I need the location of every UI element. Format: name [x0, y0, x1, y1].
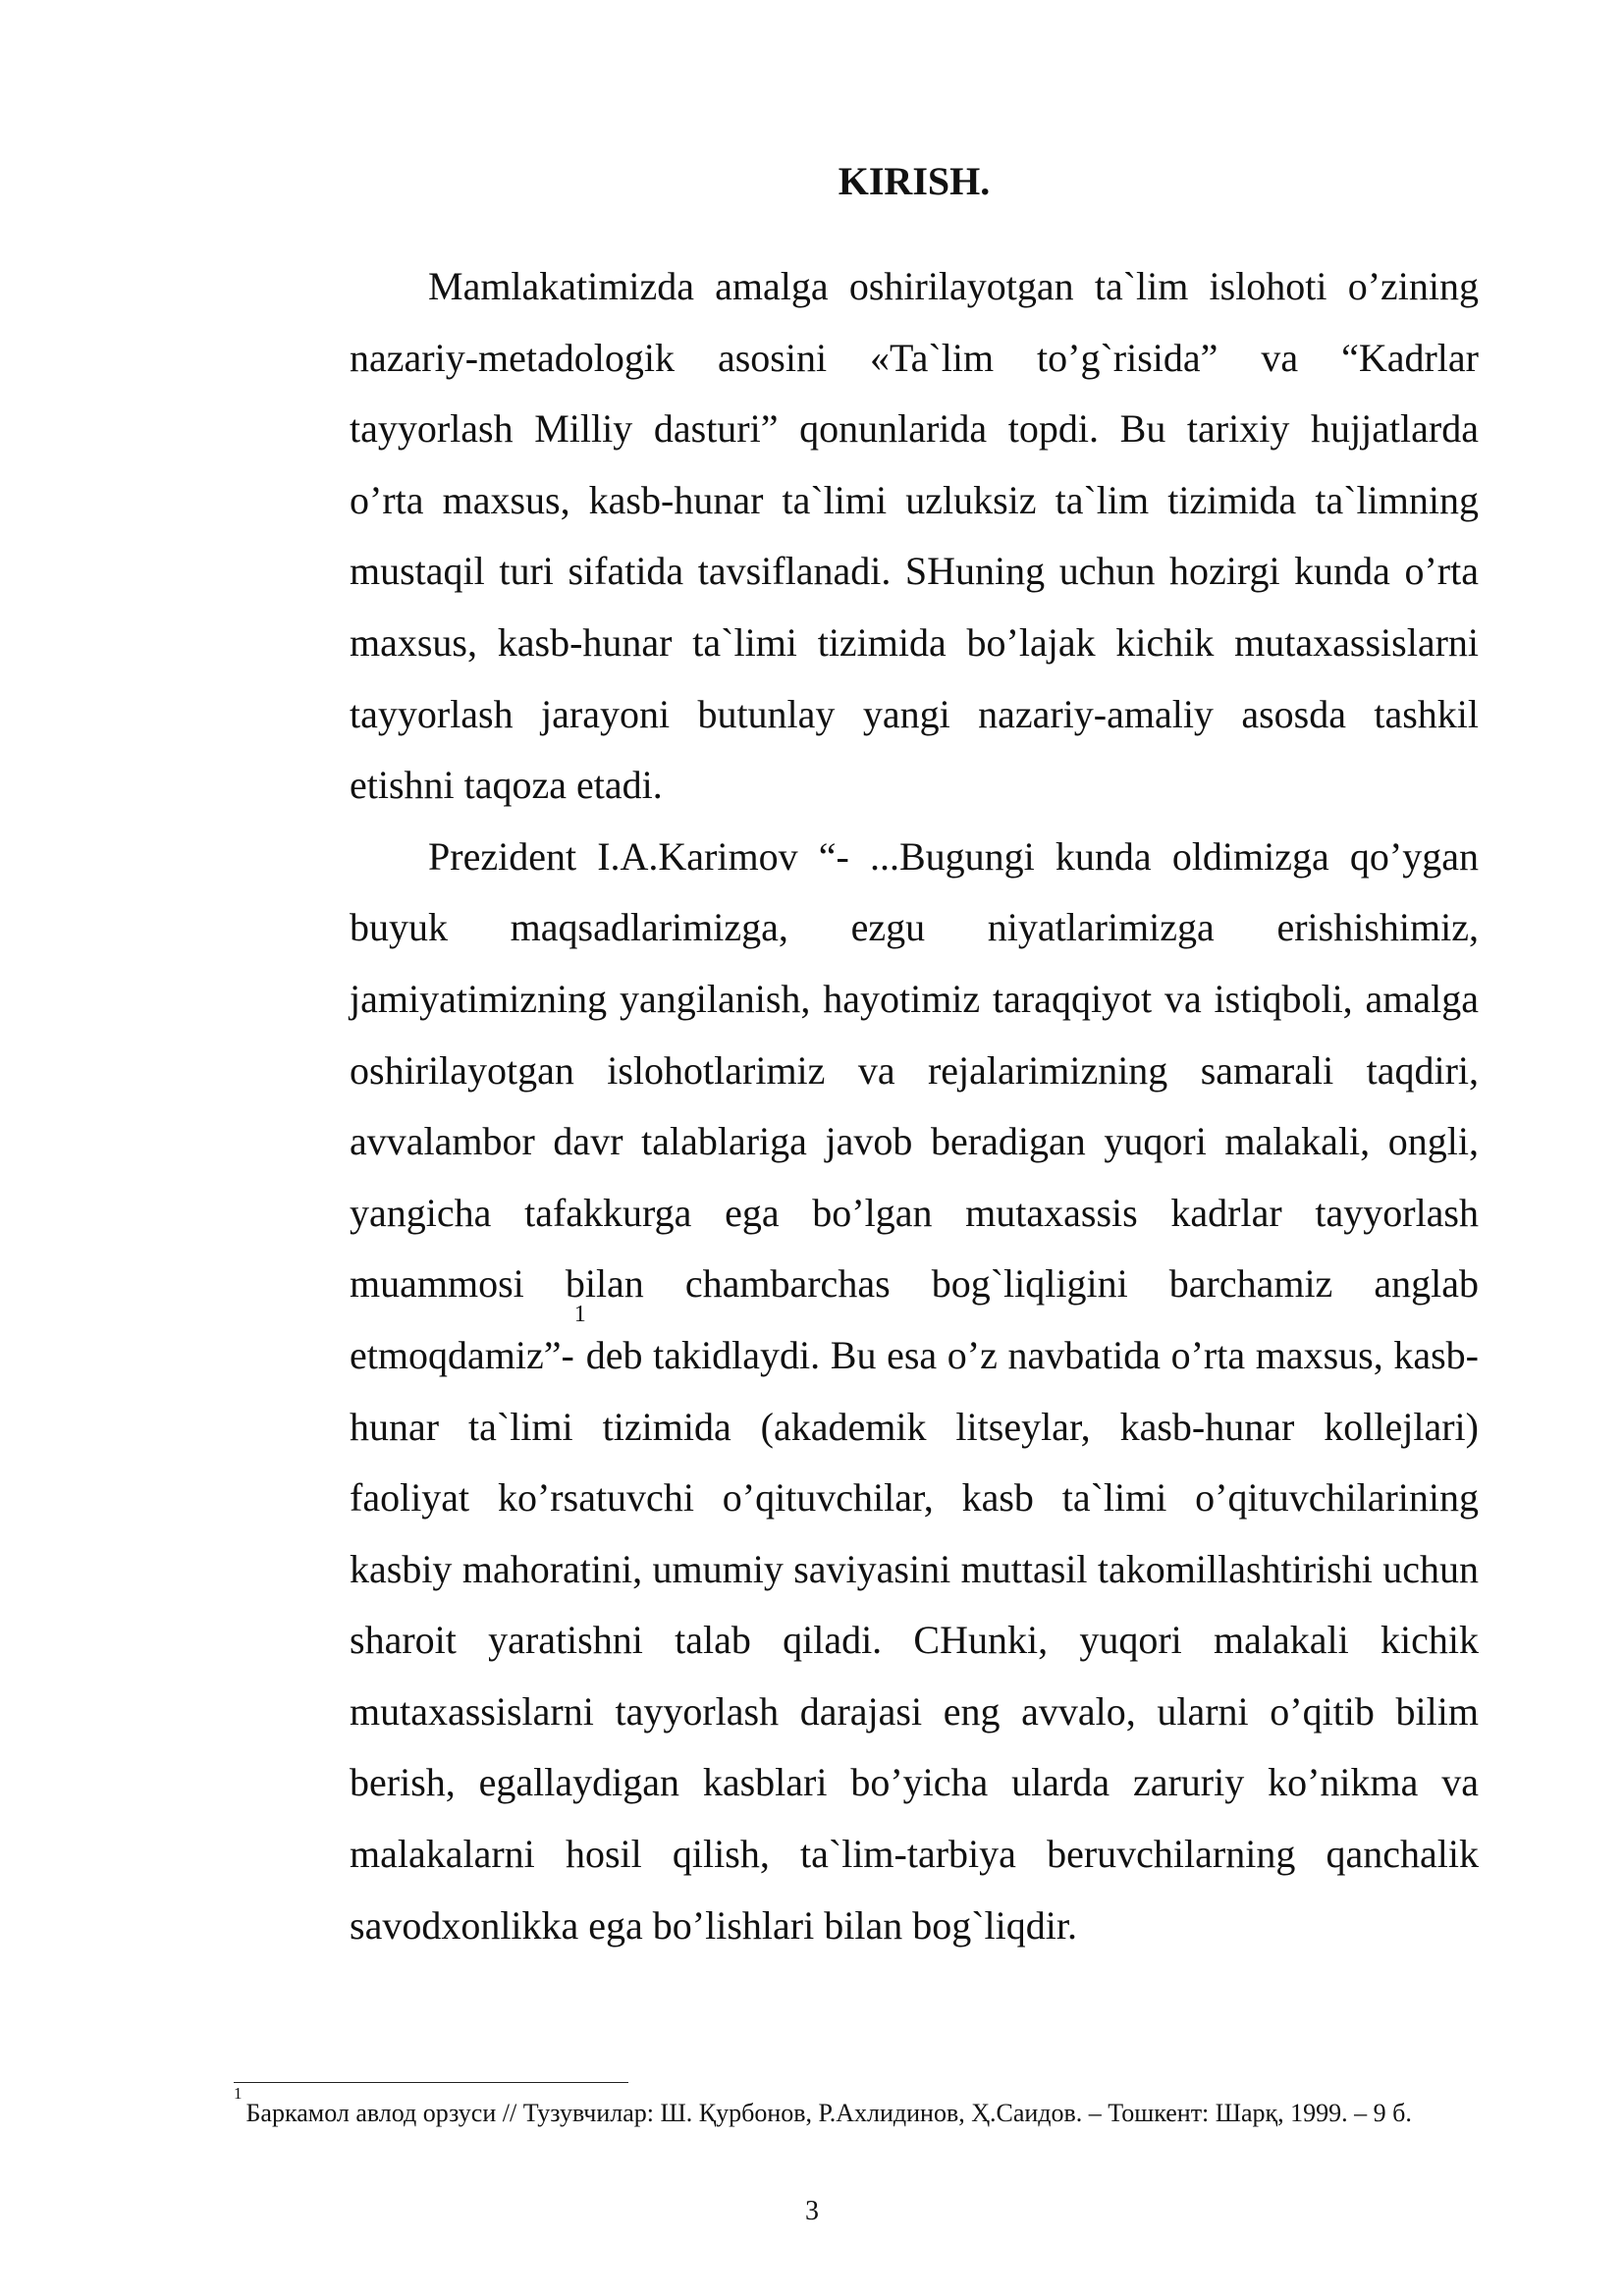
section-title: KIRISH.	[838, 159, 991, 203]
quote-text: Prezident I.A.Karimov “- ...Bugungi kunda oldimizga qo’ygan buyuk maqsadlarimizga, ezgu niyatlarimizga erishishimiz, jamiyatimizning yangilanish, hayotimiz taraqqiyot va istiqboli, amalga oshirilayotgan islohotlarimiz va rejalarimizning samarali taqdiri, avvalambor davr talablariga javob beradigan yuqori malakali, ongli, yangicha tafakkurga ega bo’lgan mutaxassis kadrlar tayyorlash muammosi bilan chambarchas bog`liqligini barchamiz anglab etmoqdamiz”-	[350, 833, 1479, 1377]
footnote-separator	[234, 2082, 628, 2083]
quote-continuation: deb takidlaydi. Bu esa o’z navbatida o’rta maxsus, kasb-hunar ta`limi tizimida (akademik litseylar, kasb-hunar kollejlari) faoliyat ko’rsatuvchi o’qituvchilar, kasb ta`limi o’qituvchilarining kasbiy mahoratini, umumiy saviyasini muttasil takomillashtirishi uchun sharoit yaratishni talab qiladi. CHunki, yuqori malakali kichik mutaxassislarni tayyorlash darajasi eng avvalo, ularni o’qitib bilim berish, egallaydigan kasblari bo’yicha ularda zaruriy ko’nikma va malakalarni hosil qilish, ta`lim-tarbiya beruvchilarning qanchalik savodxonlikka ega bo’lishlari bilan bog`liqdir.	[350, 1332, 1479, 1948]
footnote-text: Баркамол авлод орзуси // Тузувчилар: Ш. Қурбонов, Р.Ахлидинов, Ҳ.Саидов. – Тошкент: Шарқ, 1999. – 9 б.	[245, 2099, 1412, 2127]
main-text	[350, 251, 1479, 1961]
paragraph-intro: Mamlakatimizda amalga oshirilayotgan ta`lim islohoti o’zining nazariy-metadologik asosini «Ta`lim to’g`risida” va “Kadrlar tayyorlash Milliy dasturi” qonunlarida topdi. Bu tarixiy hujjatlarda o’rta maxsus, kasb-hunar ta`limi uzluksiz ta`lim tizimida ta`limning mustaqil turi sifatida tavsiflanadi. SHuning uchun hozirgi kunda o’rta maxsus, kasb-hunar ta`limi tizimida bo’lajak kichik mutaxassislarni tayyorlash jarayoni butunlay yangi nazariy-amaliy asosda tashkil etishni taqoza etadi.	[350, 264, 1479, 808]
footnote-marker: 1	[234, 2084, 243, 2103]
footnote-reference[interactable]: 1	[573, 1301, 586, 1327]
paragraph-quote	[350, 822, 1479, 1962]
page-number: 3	[805, 2196, 819, 2226]
footnote	[234, 2084, 1481, 2128]
